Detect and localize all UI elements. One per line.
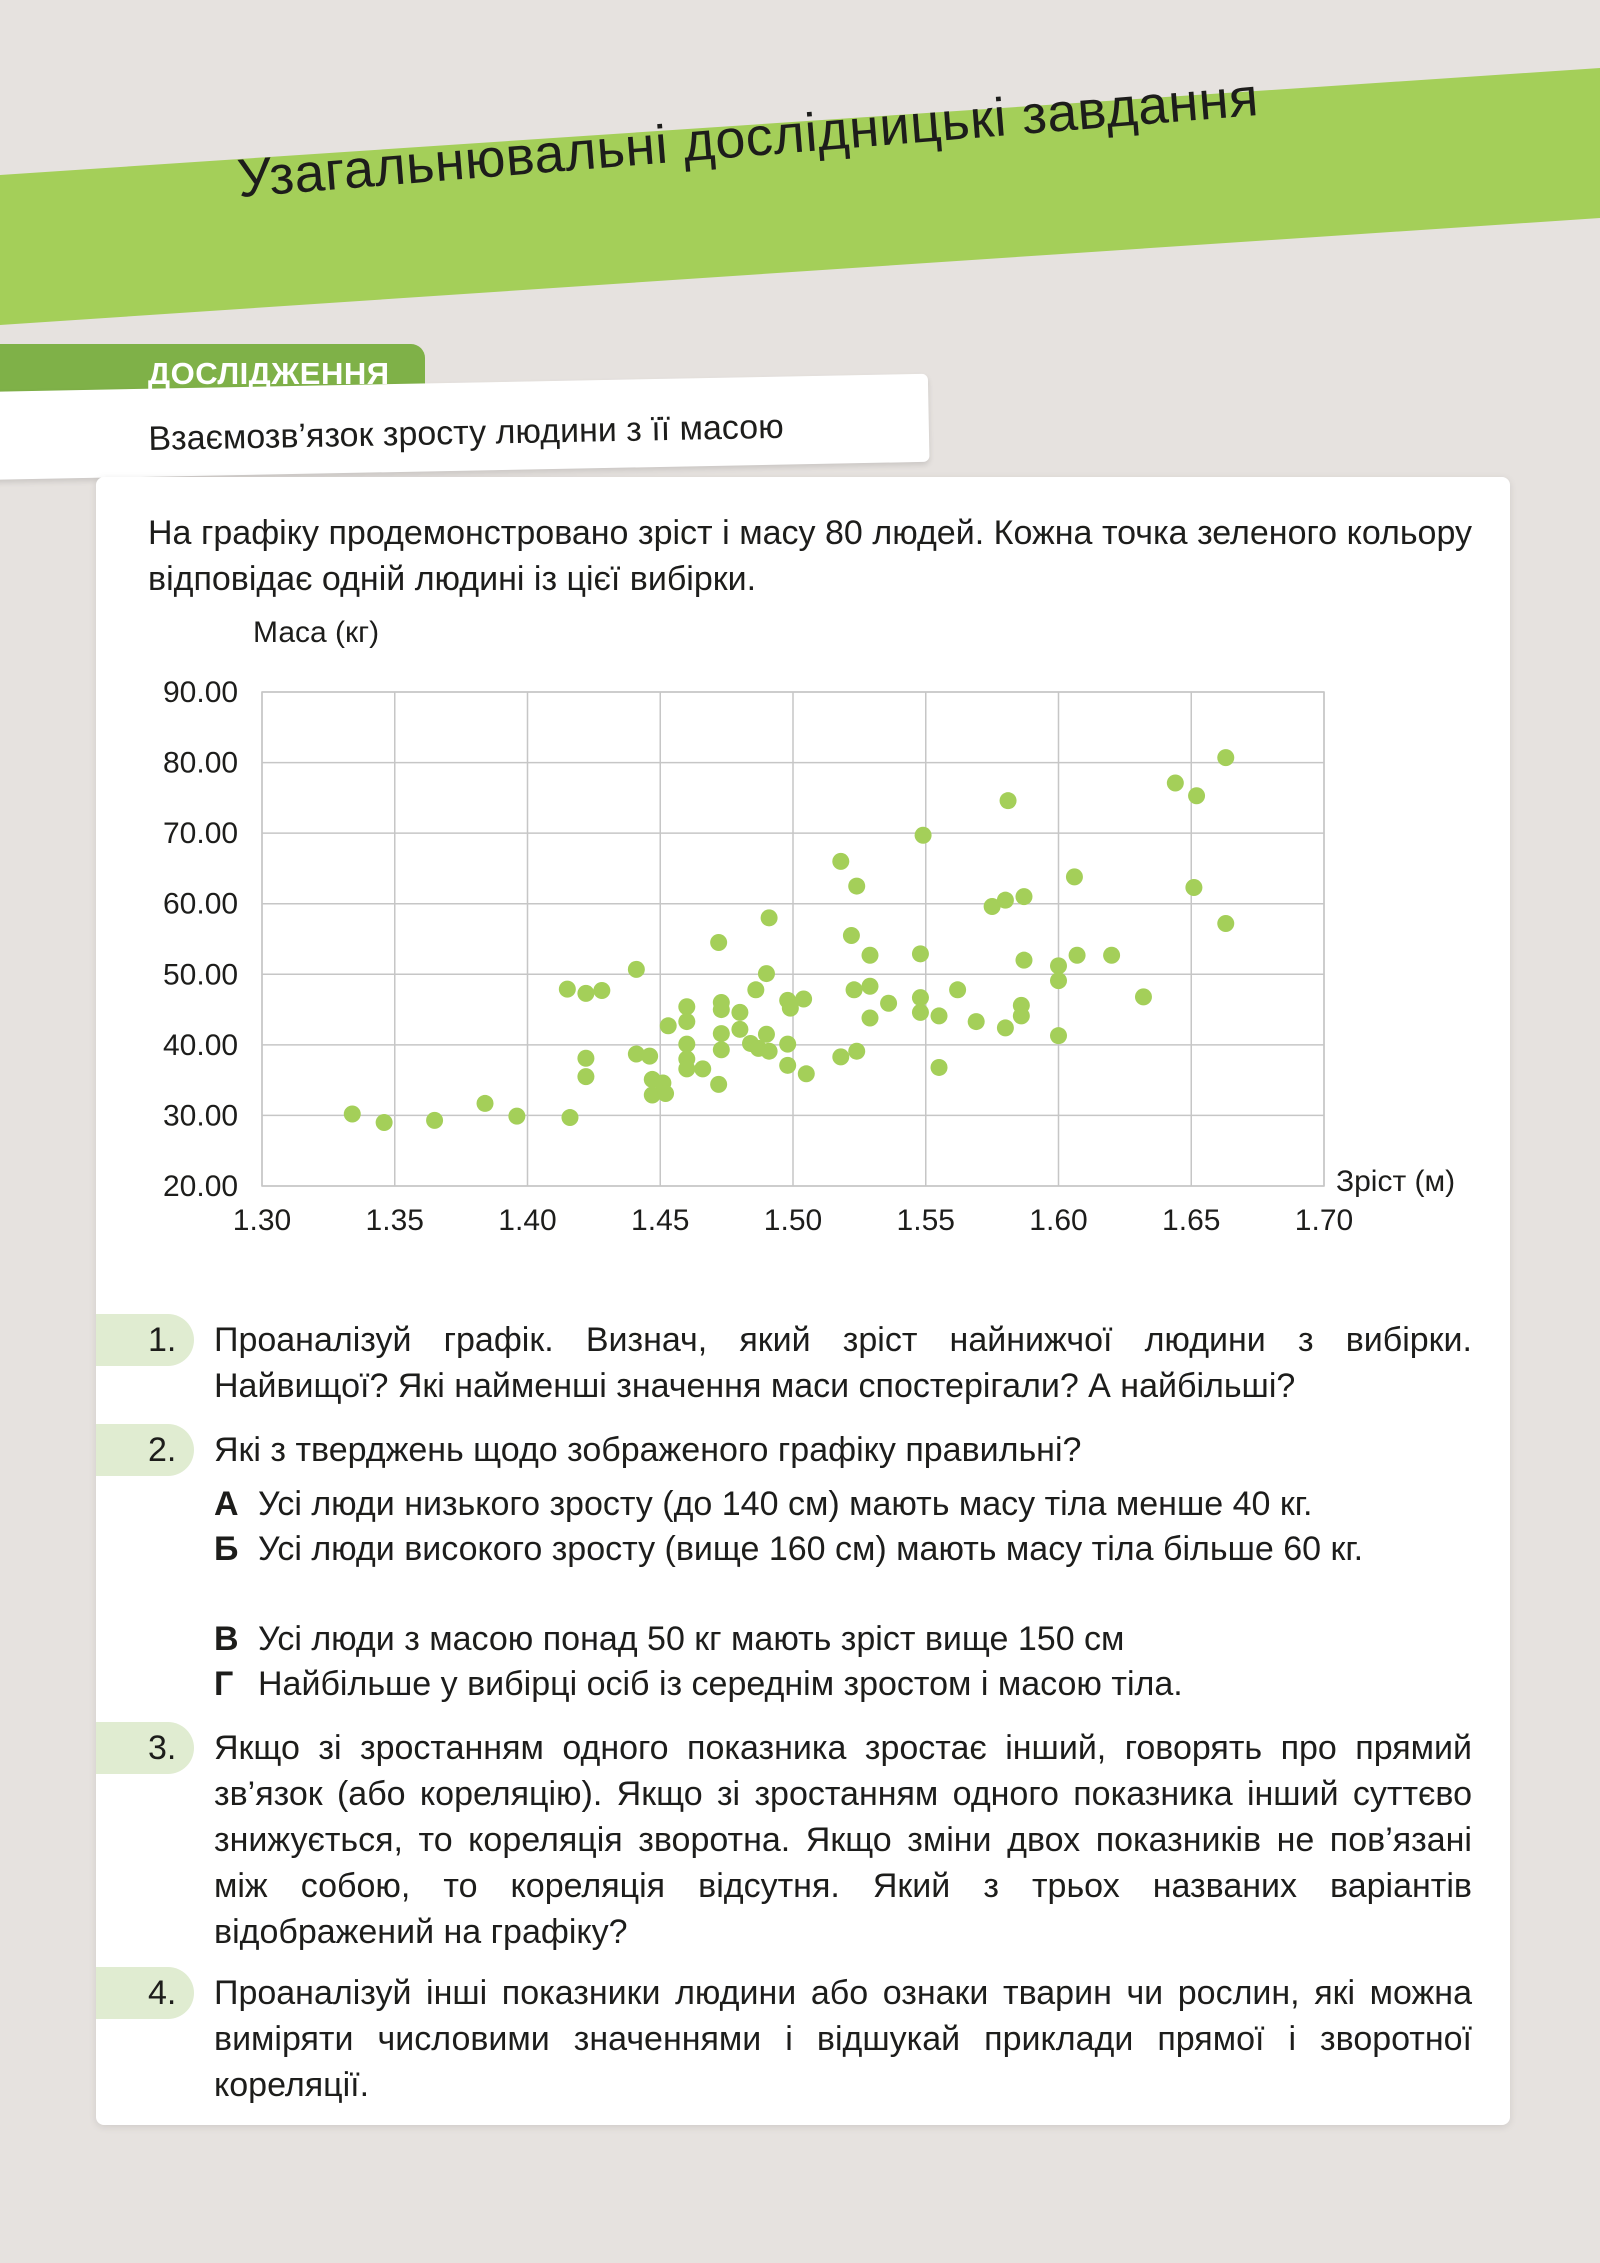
answer-option-d xyxy=(214,1661,1472,1707)
answer-option-a xyxy=(214,1481,1472,1527)
data-point xyxy=(657,1085,674,1102)
answer-option-c xyxy=(214,1616,1472,1662)
data-point xyxy=(1000,792,1017,809)
data-point xyxy=(713,994,730,1011)
y-tick-label: 20.00 xyxy=(163,1170,239,1203)
data-point xyxy=(1188,787,1205,804)
data-point xyxy=(843,927,860,944)
x-tick-label: 1.45 xyxy=(631,1204,690,1237)
data-point xyxy=(1013,1007,1030,1024)
x-axis-ticks xyxy=(233,1204,1353,1237)
data-point xyxy=(641,1048,658,1065)
option-letter: В xyxy=(214,1620,239,1658)
y-tick-label: 90.00 xyxy=(163,676,239,709)
data-point xyxy=(1103,947,1120,964)
data-point xyxy=(713,1025,730,1042)
data-point xyxy=(1015,952,1032,969)
data-point xyxy=(713,1041,730,1058)
data-point xyxy=(861,1010,878,1027)
x-axis-label: Зріст (м) xyxy=(1336,1165,1456,1198)
data-point xyxy=(912,1004,929,1021)
data-point xyxy=(1066,868,1083,885)
data-point xyxy=(561,1109,578,1126)
question-2-text: Які з тверджень щодо зображеного графіку правильні? xyxy=(214,1431,1082,1469)
x-tick-label: 1.65 xyxy=(1162,1204,1221,1237)
data-point xyxy=(628,961,645,978)
data-point xyxy=(678,1060,695,1077)
question-number: 2. xyxy=(148,1431,177,1469)
data-point xyxy=(848,1043,865,1060)
data-point xyxy=(997,892,1014,909)
scatter-chart xyxy=(130,620,1510,1260)
data-point xyxy=(1167,775,1184,792)
data-point xyxy=(660,1017,677,1034)
data-point xyxy=(846,981,863,998)
data-point xyxy=(848,878,865,895)
x-tick-label: 1.35 xyxy=(365,1204,424,1237)
y-tick-label: 30.00 xyxy=(163,1099,239,1133)
data-point xyxy=(678,998,695,1015)
question-number: 4. xyxy=(148,1974,177,2012)
data-point xyxy=(758,1026,775,1043)
data-point xyxy=(593,982,610,999)
option-text: Усі люди з масою понад 50 кг мають зріст вище 150 см xyxy=(258,1620,1125,1658)
data-point xyxy=(861,978,878,995)
y-tick-label: 50.00 xyxy=(163,958,239,992)
data-point xyxy=(1050,1027,1067,1044)
data-point xyxy=(1069,947,1086,964)
section-subtitle: Взаємозв’язок зросту людини з її масою xyxy=(148,407,784,458)
question-1-text: Проаналізуй графік. Визнач, який зріст найнижчої людини з вибірки. Найвищої? Які найменші значення маси спостерігали? А найбільші? xyxy=(214,1321,1472,1405)
option-text: Усі люди низького зросту (до 140 см) мають масу тіла менше 40 кг. xyxy=(258,1485,1313,1523)
y-axis-ticks xyxy=(163,676,238,1203)
question-badge xyxy=(96,1424,194,1476)
data-point xyxy=(761,909,778,926)
data-point xyxy=(1217,749,1234,766)
page-title: Узагальнювальні дослідницькі завдання xyxy=(235,67,1261,210)
section-tag: ДОСЛІДЖЕННЯ xyxy=(148,356,390,391)
data-point xyxy=(758,965,775,982)
data-point xyxy=(731,1021,748,1038)
data-point xyxy=(761,1043,778,1060)
y-tick-label: 80.00 xyxy=(163,746,239,780)
x-tick-label: 1.55 xyxy=(896,1204,955,1237)
data-point xyxy=(1135,988,1152,1005)
data-point xyxy=(931,1007,948,1024)
data-point xyxy=(477,1095,494,1112)
question-4-text: Проаналізуй інші показники людини або ознаки тварин чи рослин, які можна виміряти числовими значеннями і відшукай приклади прямої і зворотної кореляції. xyxy=(214,1974,1472,2104)
data-point xyxy=(426,1112,443,1129)
data-point xyxy=(747,981,764,998)
data-point xyxy=(508,1108,525,1125)
data-point xyxy=(997,1019,1014,1036)
data-point xyxy=(798,1065,815,1082)
data-point xyxy=(931,1059,948,1076)
y-tick-label: 70.00 xyxy=(163,817,239,851)
option-letter: Г xyxy=(214,1665,234,1703)
y-tick-label: 40.00 xyxy=(163,1028,239,1062)
data-point xyxy=(861,947,878,964)
option-letter: А xyxy=(214,1485,239,1523)
data-point xyxy=(915,827,932,844)
option-text: Найбільше у вибірці осіб із середнім зростом і масою тіла. xyxy=(258,1665,1183,1703)
data-point xyxy=(376,1114,393,1131)
chart-points xyxy=(344,749,1234,1131)
data-point xyxy=(678,1036,695,1053)
question-number: 1. xyxy=(148,1321,177,1359)
data-point xyxy=(577,1050,594,1067)
data-point xyxy=(344,1106,361,1123)
data-point xyxy=(779,1036,796,1053)
data-point xyxy=(912,945,929,962)
question-3-text: Якщо зі зростанням одного показника зростає інший, говорять про прямий зв’язок (або кореляцію). Якщо зі зростанням одного показника інший суттєво знижується, то кореляція зворотна. Якщо зміни двох показників не пов’язані між собою, то кореляція відсутня. Який з трьох названих варіантів відображений на графіку? xyxy=(214,1729,1472,1951)
option-letter: Б xyxy=(214,1530,239,1568)
x-tick-label: 1.70 xyxy=(1294,1204,1354,1237)
data-point xyxy=(795,990,812,1007)
intro-text: На графіку продемонстровано зріст і масу 80 людей. Кожна точка зеленого кольору відповідає одній людині із цієї вибірки. xyxy=(148,514,1472,598)
data-point xyxy=(968,1013,985,1030)
x-tick-label: 1.60 xyxy=(1029,1204,1088,1237)
x-tick-label: 1.40 xyxy=(498,1204,557,1237)
x-tick-label: 1.50 xyxy=(763,1204,823,1237)
data-point xyxy=(1050,957,1067,974)
data-point xyxy=(779,1057,796,1074)
data-point xyxy=(832,1048,849,1065)
question-badge xyxy=(96,1722,194,1774)
data-point xyxy=(832,853,849,870)
chart-grid xyxy=(262,692,1324,1186)
data-point xyxy=(678,1013,695,1030)
y-axis-label: Маса (кг) xyxy=(253,620,380,649)
data-point xyxy=(880,995,897,1012)
data-point xyxy=(710,934,727,951)
data-point xyxy=(694,1060,711,1077)
question-badge xyxy=(96,1967,194,2019)
y-tick-label: 60.00 xyxy=(163,887,239,921)
data-point xyxy=(1217,915,1234,932)
data-point xyxy=(1050,972,1067,989)
question-badge xyxy=(96,1314,194,1366)
data-point xyxy=(559,981,576,998)
data-point xyxy=(710,1076,727,1093)
answer-option-b xyxy=(214,1526,1472,1572)
option-text: Усі люди високого зросту (вище 160 см) мають масу тіла більше 60 кг. xyxy=(258,1530,1364,1568)
data-point xyxy=(912,989,929,1006)
data-point xyxy=(1185,879,1202,896)
data-point xyxy=(1015,888,1032,905)
x-tick-label: 1.30 xyxy=(232,1204,292,1237)
data-point xyxy=(731,1004,748,1021)
data-point xyxy=(949,981,966,998)
data-point xyxy=(577,1068,594,1085)
question-number: 3. xyxy=(148,1729,177,1767)
data-point xyxy=(577,985,594,1002)
